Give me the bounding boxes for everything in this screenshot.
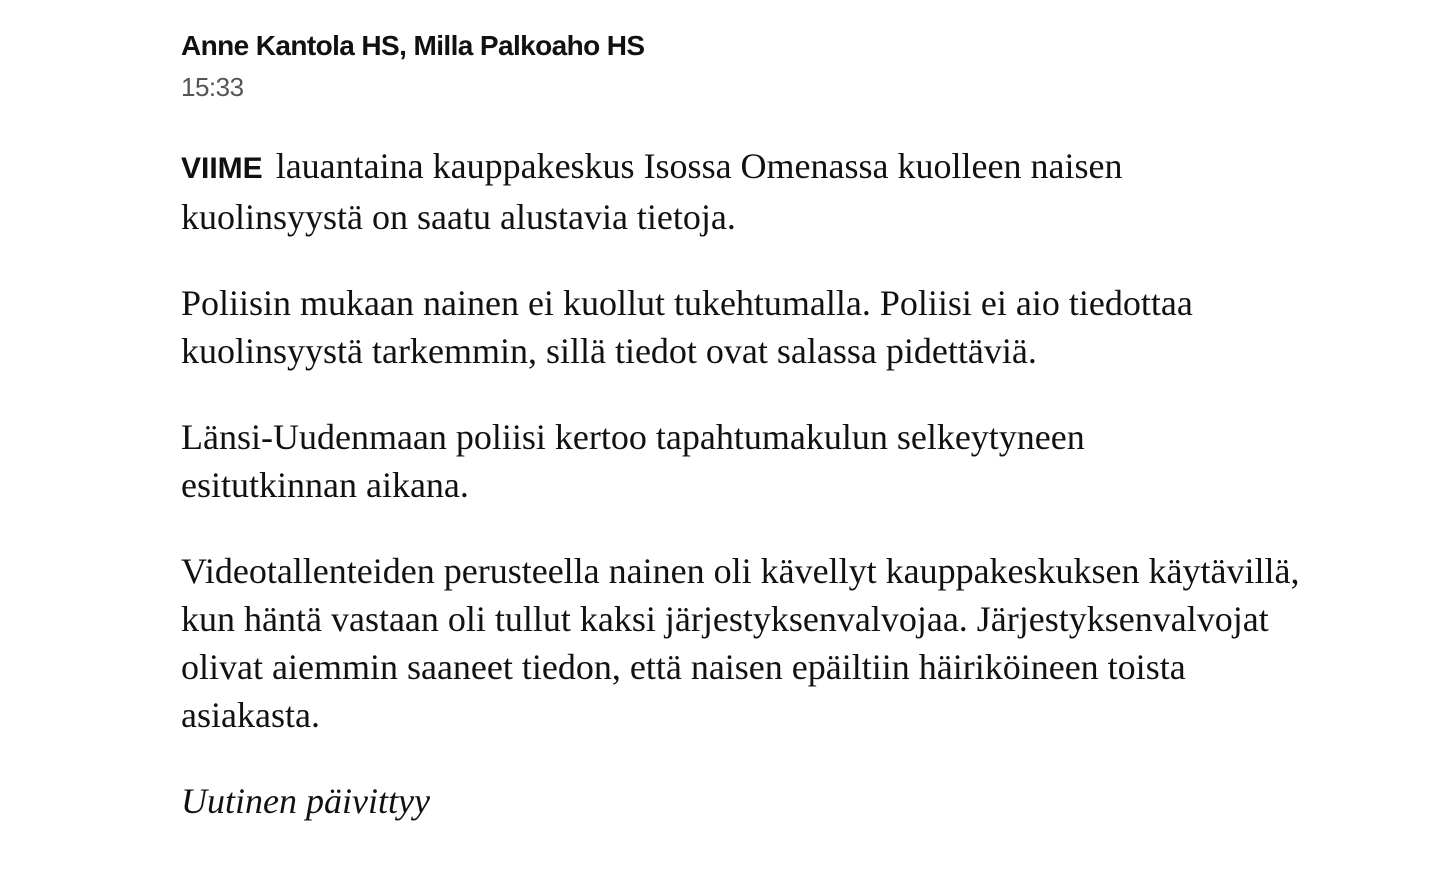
paragraph-1 (181, 142, 1261, 241)
timestamp: 15:33 (181, 72, 244, 102)
article-body (181, 142, 1381, 825)
byline[interactable]: Anne Kantola HS, Milla Palkoaho HS (181, 30, 645, 61)
paragraph-2: Poliisin mukaan nainen ei kuollut tukehtumalla. Poliisi ei aio tiedottaa kuolinsyystä tarkemmin, sillä tiedot ovat salassa pidettäviä. (181, 283, 1193, 371)
paragraph-3: Länsi-Uudenmaan poliisi kertoo tapahtumakulun selkeytyneen esitutkinnan aikana. (181, 417, 1085, 505)
lead-word: VIIME (181, 152, 263, 185)
paragraph-1-text: lauantaina kauppakeskus Isossa Omenassa kuolleen naisen kuolinsyystä on saatu alustavia tietoja. (181, 146, 1123, 237)
update-note: Uutinen päivittyy (181, 781, 430, 821)
paragraph-4: Videotallenteiden perusteella nainen oli kävellyt kauppakeskuksen käytävillä, kun häntä vastaan oli tullut kaksi järjestyksenvalvojaa. Järjestyksenvalvojat olivat aiemmin saaneet tiedon, että naisen epäiltiin häiriköineen toista asiakasta. (181, 551, 1300, 735)
article (181, 26, 1381, 863)
